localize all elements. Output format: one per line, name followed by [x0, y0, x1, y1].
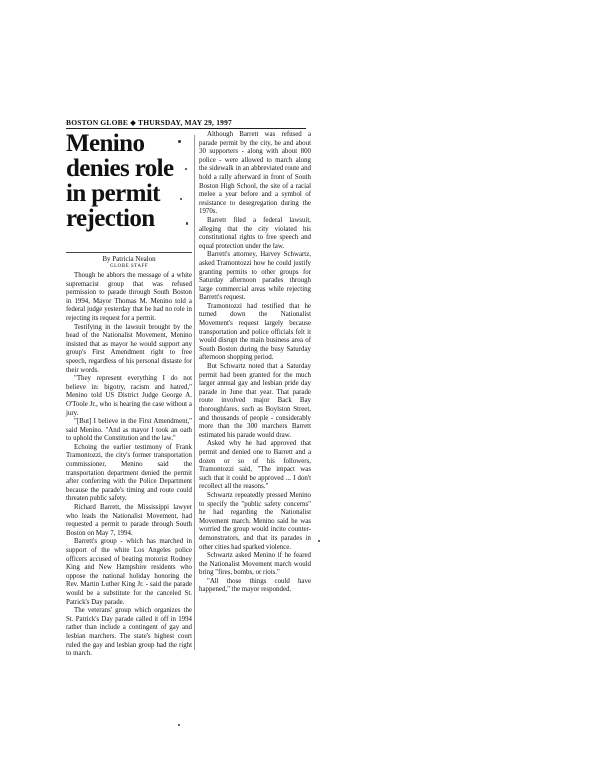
scan-speck: [178, 724, 180, 726]
paragraph: Barrett filed a federal lawsuit, alleging that the city violated his constitutional rights to free speech and equal protection under the law.: [199, 216, 311, 250]
dateline: BOSTON GLOBE ◆ THURSDAY, MAY 29, 1997: [66, 118, 306, 129]
paragraph: Asked why he had approved that permit and denied one to Barrett and a dozen or so of his followers, Tramontozzi said, "The impact was such that it could be approved ... I don't recollect all the reasons.": [199, 440, 311, 491]
paragraph: Richard Barrett, the Mississippi lawyer who leads the Nationalist Movement, had requested a permit to parade through South Boston on May 7, 1994.: [66, 504, 192, 537]
scan-speck: [186, 222, 188, 225]
paragraph: Barrett's group - which has marched in support of the white Los Angeles police officers accused of beating motorist Rodney King and New Hampshire residents who oppose the national holiday honoring the Rev. Martin Luther King Jr. - said the parade would be a substitute for the canceled St. Patrick's Day parade.: [66, 538, 192, 606]
paragraph: Though he abhors the message of a white supremacist group that was refused permission to parade through South Boston in 1994, Mayor Thomas M. Menino told a federal judge yesterday that he had no role in rejecting its request for a permit.: [66, 272, 192, 322]
scan-speck: [178, 140, 181, 143]
paragraph: "They represent everything I do not believe in: bigotry, racism and hatred," Menino told US District Judge George A. O'Toole Jr., who is hearing the case without a jury.: [66, 375, 192, 417]
paragraph: Testifying in the lawsuit brought by the head of the Nationalist Movement, Menino insisted that as mayor he would support any group's First Amendment right to free speech, regardless of his personal distaste for their words.: [66, 323, 192, 374]
paragraph: Schwartz repeatedly pressed Menino to specify the "public safety concerns" he had regarding the Nationalist Movement march. Menino said he was worried the group would incite counter-demonstrators, and that its parades in other cities had sparked violence.: [199, 491, 311, 551]
headline-line: Menino: [66, 130, 145, 157]
headline-line: denies role: [66, 155, 174, 182]
paragraph: But Schwartz noted that a Saturday permit had been granted for the much larger annual gay and lesbian pride day parade in June that year. That parade route involved major Back Bay thoroughfares, such as Boylston Street, and thousands of people - considerably more than the 300 marchers Barrett estimated his parade would draw.: [199, 363, 311, 439]
paragraph: Tramontozzi had testified that he turned down the Nationalist Movement's request largely because transportation and police officials felt it would disrupt the main business area of South Boston during the busy Saturday afternoon shopping period.: [199, 302, 311, 362]
article-column-2: [199, 131, 311, 595]
article-column-1: [66, 272, 192, 659]
scan-speck: [318, 540, 320, 542]
byline-desk: GLOBE STAFF: [109, 264, 149, 269]
paragraph: The veterans' group which organizes the St. Patrick's Day parade called it off in 1994 rather than include a contingent of gay and lesbian marchers. The state's highest court ruled the gay and lesbian group had the right to march.: [66, 607, 192, 658]
scan-speck: [185, 168, 187, 170]
paragraph: Echoing the earlier testimony of Frank Tramontozzi, the city's former transportation commissioner, Menino said the transportation department denied the permit after conferring with the Police Department because the parade's timing and route could threaten public safety.: [66, 443, 192, 503]
paragraph: Although Barrett was refused a parade permit by the city, he and about 30 supporters - along with about 800 police - were allowed to march along the sidewalk in an abbreviated route and hold a rally afterward in front of South Boston High School, the site of a racial melee a year before and a symbol of resistance to desegregation during the 1970s.: [199, 131, 311, 216]
paragraph: "All those things could have happened," the mayor responded.: [199, 577, 311, 594]
column-divider: [194, 135, 195, 650]
headline-line: in permit: [66, 180, 160, 207]
byline: [66, 252, 192, 270]
headline-line: rejection: [66, 205, 155, 232]
scan-speck: [180, 198, 182, 200]
paragraph: "[But] I believe in the First Amendment," said Menino. "And as mayor I took an oath to uphold the Constitution and the law.": [66, 418, 192, 443]
byline-author: By Patricia Nealon: [102, 255, 156, 263]
paragraph: Schwartz asked Menino if he feared the Nationalist Movement march would bring "fires, bombs, or riots.": [199, 552, 311, 577]
paragraph: Barrett's attorney, Harvey Schwartz, asked Tramontozzi how he could justify granting permits to other groups for Saturday afternoon parades through large commercial areas while rejecting Barrett's request.: [199, 251, 311, 302]
headline: [66, 131, 192, 231]
